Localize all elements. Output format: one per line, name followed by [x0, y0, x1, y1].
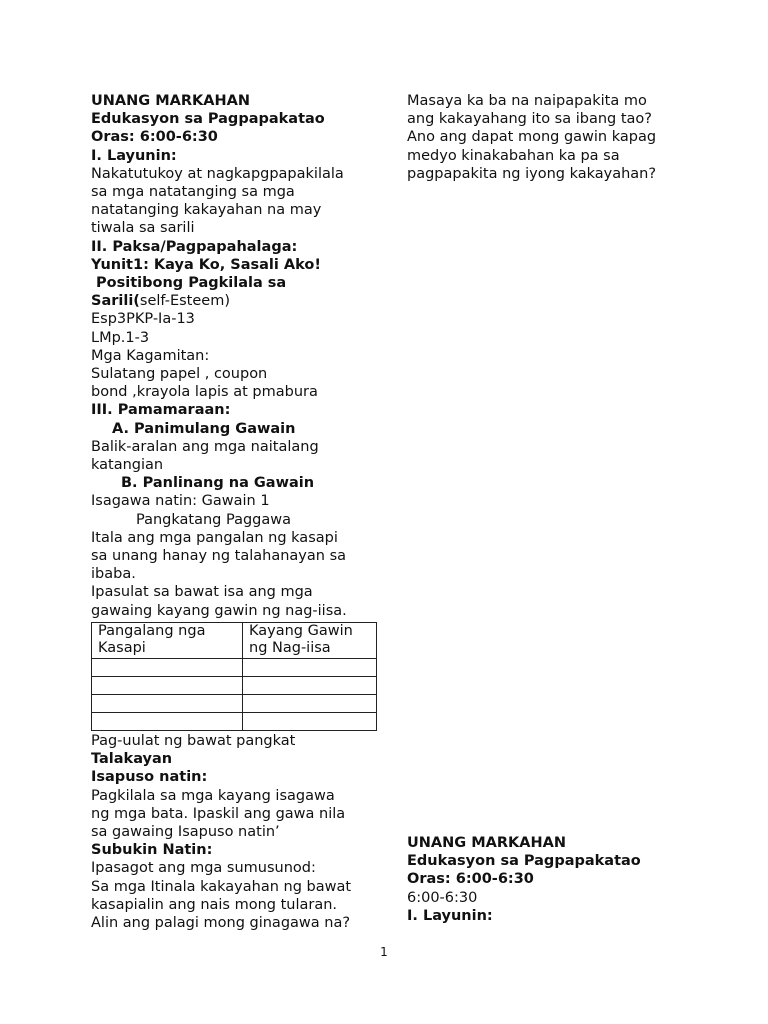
next-lesson-header: [407, 834, 737, 925]
time-heading: Oras: 6:00-6:30: [91, 129, 218, 146]
instruction-line: gawaing kayang gawin ng nag-iisa.: [91, 602, 347, 619]
report-line: Pag-uulat ng bawat pangkat: [91, 732, 296, 749]
instruction-line: sa unang hanay ng talahanayan sa: [91, 548, 347, 565]
instruction-line: Ipasulat sa bawat isa ang mga: [91, 584, 313, 601]
lesson-plan-left-column: [91, 92, 381, 932]
table-row: [92, 712, 377, 730]
table-row: [92, 676, 377, 694]
empty-cell: [92, 694, 243, 712]
subukin-heading: Subukin Natin:: [91, 842, 213, 859]
subukin-line: Alin ang palagi mong ginagawa na?: [91, 914, 351, 931]
subject-matter-heading: II. Paksa/Pagpapahalaga:: [91, 238, 298, 255]
empty-cell: [92, 676, 243, 694]
empty-cell: [243, 658, 377, 676]
materials-line: bond ,krayola lapis at pmabura: [91, 384, 318, 401]
activity-title: Isagawa natin: Gawain 1: [91, 493, 270, 510]
question-line: Masaya ka ba na naipapakita mo: [407, 93, 647, 109]
step-a-line: Balik-aralan ang mga naitalang: [91, 438, 319, 455]
learning-material-ref: LMp.1-3: [91, 329, 150, 346]
objective-text-line: tiwala sa sarili: [91, 220, 195, 237]
empty-cell: [92, 658, 243, 676]
question-line: medyo kinakabahan ka pa sa: [407, 147, 620, 164]
isapuso-line: Pagkilala sa mga kayang isagawa: [91, 787, 335, 804]
group-work-label: Pangkatang Paggawa: [136, 511, 291, 528]
step-a-line: katangian: [91, 457, 164, 474]
table-header-row: [92, 622, 377, 658]
quarter-heading: UNANG MARKAHAN: [407, 835, 566, 851]
topic-line-2: [91, 292, 381, 310]
materials-label: Mga Kagamitan:: [91, 347, 210, 364]
question-line: Ano ang dapat mong gawin kapag: [407, 129, 657, 146]
empty-cell: [243, 712, 377, 730]
subukin-line: Ipasagot ang mga sumusunod:: [91, 860, 316, 877]
isapuso-line: sa gawaing Isapuso natin’: [91, 823, 280, 840]
unit-title: Yunit1: Kaya Ko, Sasali Ako!: [91, 256, 321, 273]
page-number: 1: [380, 945, 388, 959]
header-text-line: Kasapi: [98, 639, 146, 656]
table-row: [92, 694, 377, 712]
question-line: pagpapakita ng iyong kakayahan?: [407, 165, 657, 182]
objectives-heading: I. Layunin:: [407, 907, 493, 924]
isapuso-line: ng mga bata. Ipaskil ang gawa nila: [91, 805, 346, 822]
header-text-line: Kayang Gawin: [249, 622, 353, 639]
empty-cell: [243, 694, 377, 712]
lesson-plan-right-column: [407, 92, 737, 183]
header-cell-abilities: [243, 622, 377, 658]
question-line: ang kakayahang ito sa ibang tao?: [407, 111, 652, 128]
objective-text-line: Nakatutukoy at nagkapgpapakilala: [91, 165, 344, 182]
step-a-heading: A. Panimulang Gawain: [112, 420, 296, 437]
table-row: [92, 658, 377, 676]
step-b-heading: B. Panlinang na Gawain: [121, 475, 315, 492]
topic-line: Positibong Pagkilala sa: [91, 275, 287, 292]
subject-heading: Edukasyon sa Pagpapakatao: [91, 111, 325, 128]
isapuso-heading: Isapuso natin:: [91, 769, 208, 786]
discussion-heading: Talakayan: [91, 751, 173, 768]
time-heading: Oras: 6:00-6:30: [407, 871, 534, 888]
competency-code: Esp3PKP-Ia-13: [91, 311, 195, 328]
members-table: [91, 622, 377, 731]
subukin-line: kasapialin ang nais mong tularan.: [91, 896, 338, 913]
time-plain: 6:00-6:30: [407, 889, 478, 906]
instruction-line: Itala ang mga pangalan ng kasapi: [91, 529, 338, 546]
header-text-line: ng Nag-iisa: [249, 639, 331, 656]
objective-text-line: natatanging kakayahan na may: [91, 202, 322, 219]
objective-text-line: sa mga natatanging sa mga: [91, 184, 295, 201]
materials-line: Sulatang papel , coupon: [91, 366, 268, 383]
header-cell-members: [92, 622, 243, 658]
header-text-line: Pangalang nga: [98, 622, 206, 639]
topic-bold-part: Sarili(: [91, 293, 140, 310]
procedure-heading: III. Pamamaraan:: [91, 402, 231, 419]
empty-cell: [243, 676, 377, 694]
instruction-line: ibaba.: [91, 566, 136, 583]
subukin-line: Sa mga Itinala kakayahan ng bawat: [91, 878, 352, 895]
quarter-heading: UNANG MARKAHAN: [91, 93, 250, 109]
objectives-heading: I. Layunin:: [91, 147, 177, 164]
topic-plain-part: self-Esteem): [139, 293, 230, 310]
empty-cell: [92, 712, 243, 730]
subject-heading: Edukasyon sa Pagpapakatao: [407, 853, 641, 870]
